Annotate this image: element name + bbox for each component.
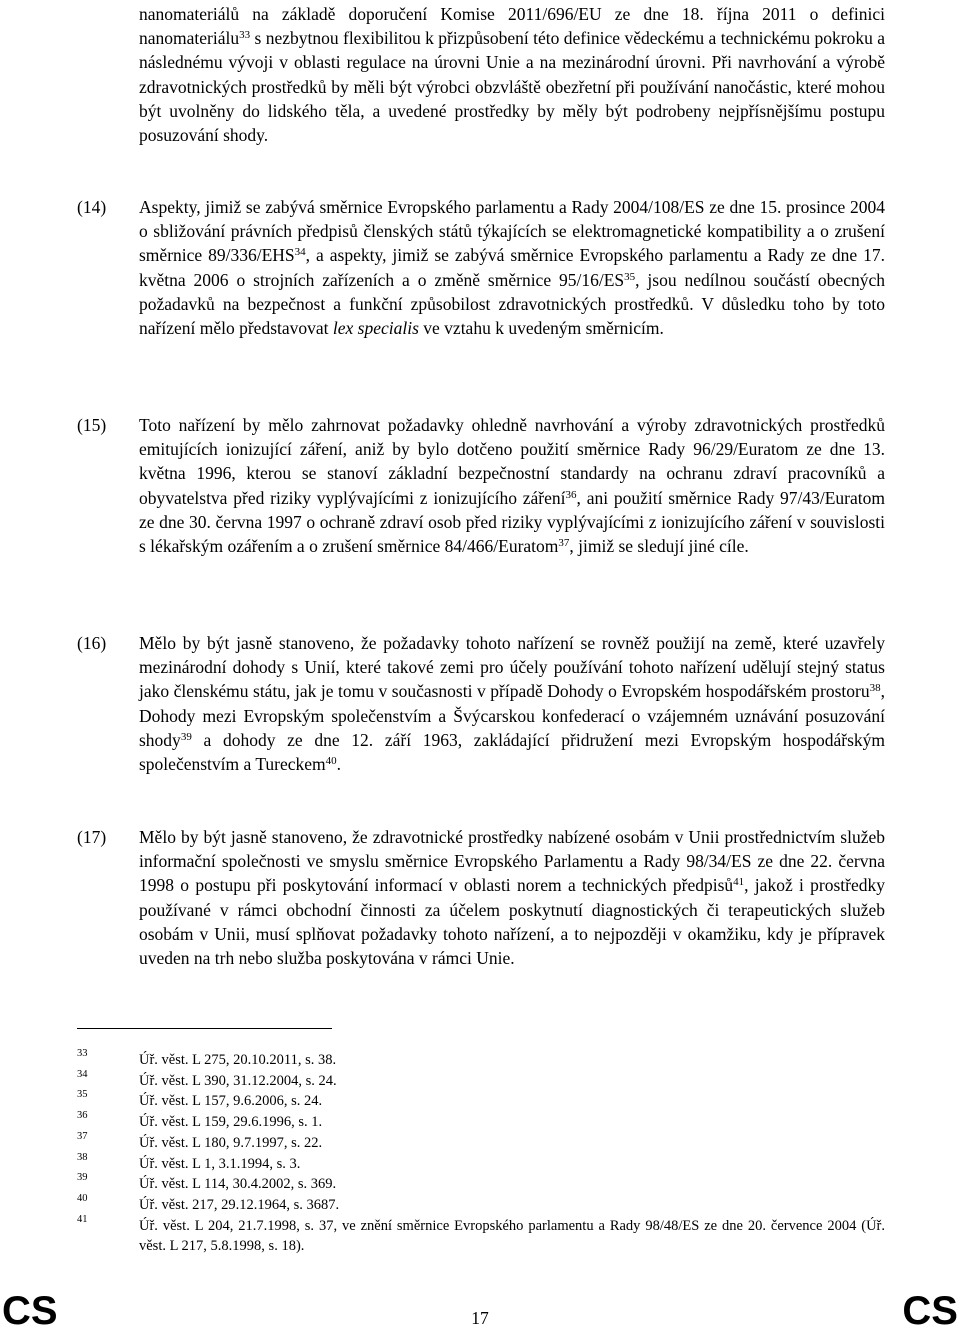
- footnote-item: [77, 1151, 885, 1175]
- italic-term: lex specialis: [332, 318, 419, 339]
- footnote-ref-36[interactable]: 36: [565, 488, 577, 501]
- footnote-item: [77, 1050, 885, 1071]
- paragraph-17: [77, 825, 885, 970]
- paragraph-13-continuation: [139, 2, 885, 147]
- footnote-item: [77, 1213, 885, 1257]
- paragraph-text: ve vztahu k uvedeným směrnicím.: [418, 318, 664, 339]
- paragraph-16: [77, 631, 885, 776]
- footnote-number: 41: [77, 1213, 88, 1225]
- footnote-text: Úř. věst. L 159, 29.6.1996, s. 1.: [139, 1114, 323, 1131]
- language-code-left: CS: [2, 1289, 58, 1333]
- footnote-ref-38[interactable]: 38: [869, 682, 881, 695]
- paragraph-text: , a aspekty, jimiž se zabývá směrnice Evropského parlamentu a Rady ze dne 17. května 2006 o strojních zařízeních a o změně směrnice 95/16/ES: [139, 245, 885, 290]
- footnote-item: [77, 1174, 885, 1195]
- footnote-ref-34[interactable]: 34: [294, 246, 306, 259]
- footnote-number: 34: [77, 1068, 88, 1080]
- paragraph-text: .: [336, 754, 342, 775]
- footnotes: [77, 1050, 885, 1257]
- footnote-ref-37[interactable]: 37: [558, 537, 570, 550]
- footnote-item: [77, 1068, 885, 1092]
- footnote-text: Úř. věst. L 390, 31.12.2004, s. 24.: [139, 1072, 337, 1089]
- footnote-text: Úř. věst. L 114, 30.4.2002, s. 369.: [139, 1176, 337, 1193]
- footnote-number: 38: [77, 1151, 88, 1163]
- footnote-number: 39: [77, 1172, 88, 1184]
- paragraph-number: (17): [77, 827, 107, 847]
- paragraph-text: s nezbytnou flexibilitou k přizpůsobení této definice vědeckému a technickému pokroku a následnému vývoji v oblasti regulace na úrovni Unie a na mezinárodní úrovni. Při navrhování a výrobě zdravotnických prostředků by měli být výrobci obzvláště obezřetní při používání nanočástic, které mohou být uvolněny do lidského těla, a uvedené prostředky by měly být podrobeny nejpřísnějšímu postupu posuzování shody.: [139, 28, 885, 146]
- footnote-ref-41[interactable]: 41: [733, 876, 745, 889]
- footnote-ref-35[interactable]: 35: [624, 270, 636, 283]
- paragraph-text: Toto nařízení by mělo zahrnovat požadavky ohledně navrhování a výroby zdravotnických prostředků emitujících ionizující záření, aniž by bylo dotčeno použití směrnice Rady 96/29/Euratom ze dne 13. května 1996, kterou se stanoví základní bezpečnostní standardy na ochranu zdraví pracovníků a obyvatelstva před riziky vyplývajícími z ionizujícího záření: [139, 415, 885, 508]
- footnote-item: [77, 1112, 885, 1133]
- footnote-number: 40: [77, 1192, 88, 1204]
- footnote-text: Úř. věst. L 275, 20.10.2011, s. 38.: [139, 1052, 337, 1068]
- footnote-ref-33[interactable]: 33: [239, 29, 251, 42]
- footnote-separator: [77, 1028, 332, 1029]
- paragraph-text: , jsou nedílnou součástí obecných požadavků na bezpečnost a funkční způsobilost zdravotnických prostředků. V důsledku toho by toto nařízení mělo představovat: [139, 269, 885, 339]
- language-code-right: CS: [902, 1289, 958, 1333]
- paragraph-text: , jakož i prostředky používané v rámci obchodní činnosti za účelem poskytnutí diagnostických či terapeutických služeb osobám v Unii, musí splňovat požadavky tohoto nařízení, a to nejpozději v okamžiku, kdy je přípravek uveden na trh nebo služba poskytována v rámci Unie.: [139, 875, 886, 969]
- paragraph-number: (16): [77, 633, 107, 653]
- paragraph-text: , ani použití směrnice Rady 97/43/Euratom ze dne 30. června 1997 o ochraně zdraví osob před riziky vyplývajícími z ionizujícího záření v souvislosti s lékařským ozářením a o zrušení směrnice 84/466/Euratom: [139, 487, 885, 557]
- footnote-text: Úř. věst. L 204, 21.7.1998, s. 37, ve znění směrnice Evropského parlamentu a Rady 98/48/ES ze dne 20. července 2004 (Úř. věst. L 217, 5.8.1998, s. 18).: [139, 1217, 885, 1255]
- paragraph-number: (14): [77, 197, 107, 217]
- page-number: 17: [471, 1308, 489, 1328]
- paragraph-14: [77, 195, 885, 340]
- paragraph-text: , Dohody mezi Evropským společenstvím a Švýcarskou konfederací o vzájemném uznávání posuzování shody: [139, 681, 885, 750]
- paragraph-text: Mělo by být jasně stanoveno, že zdravotnické prostředky nabízené osobám v Unii prostřednictvím služeb informační společnosti ve smyslu směrnice Evropského Parlamentu a Rady 98/34/ES ze dne 22. června 1998 o postupu při poskytování informací v oblasti norem a technických předpisů: [139, 827, 885, 896]
- paragraph-text: Aspekty, jimiž se zabývá směrnice Evropského parlamentu a Rady 2004/108/ES ze dne 15. prosince 2004 o sbližování právních předpisů členských států týkajících se elektromagnetické kompatibility a o zrušení směrnice 89/336/EHS: [139, 197, 885, 266]
- paragraph-text: a dohody ze dne 12. září 1963, zakládající přidružení mezi Evropským hospodářským společenstvím a Tureckem: [139, 729, 885, 775]
- paragraph-number: (15): [77, 415, 107, 435]
- footnote-item: [77, 1192, 885, 1216]
- footnote-number: 33: [77, 1048, 88, 1059]
- footnote-ref-40[interactable]: 40: [325, 755, 337, 768]
- footnote-number: 36: [77, 1110, 88, 1122]
- footnote-text: Úř. věst. L 1, 3.1.1994, s. 3.: [139, 1155, 301, 1172]
- paragraph-text: , jimiž se sledují jiné cíle.: [569, 536, 749, 557]
- paragraph-body: [139, 413, 885, 558]
- footnote-text: Úř. věst. L 157, 9.6.2006, s. 24.: [139, 1093, 323, 1110]
- footnote-ref-39[interactable]: 39: [180, 730, 192, 743]
- footnote-number: 35: [77, 1089, 88, 1101]
- paragraph-text: nanomateriálů na základě doporučení Komise 2011/696/EU ze dne 18. října 2011 o definici nanomateriálu: [139, 4, 885, 49]
- paragraph-body: [139, 825, 885, 970]
- paragraph-body: [139, 195, 885, 340]
- paragraph-15: [77, 413, 885, 558]
- paragraph-body: [139, 631, 885, 776]
- paragraph-text: Mělo by být jasně stanoveno, že požadavky tohoto nařízení se rovněž použijí na země, které uzavřely mezinárodní dohody s Unií, které takové zemi pro účely používání tohoto nařízení udělují stejný status jako členskému státu, jak je tomu v současnosti v případě Dohody o Evropském hospodářském prostoru: [139, 633, 885, 702]
- footnote-item: [77, 1091, 885, 1112]
- footnote-text: Úř. věst. L 180, 9.7.1997, s. 22.: [139, 1134, 323, 1151]
- footnote-text: Úř. věst. 217, 29.12.1964, s. 3687.: [139, 1196, 340, 1213]
- footnote-item: [77, 1130, 885, 1154]
- footnote-number: 37: [77, 1130, 88, 1142]
